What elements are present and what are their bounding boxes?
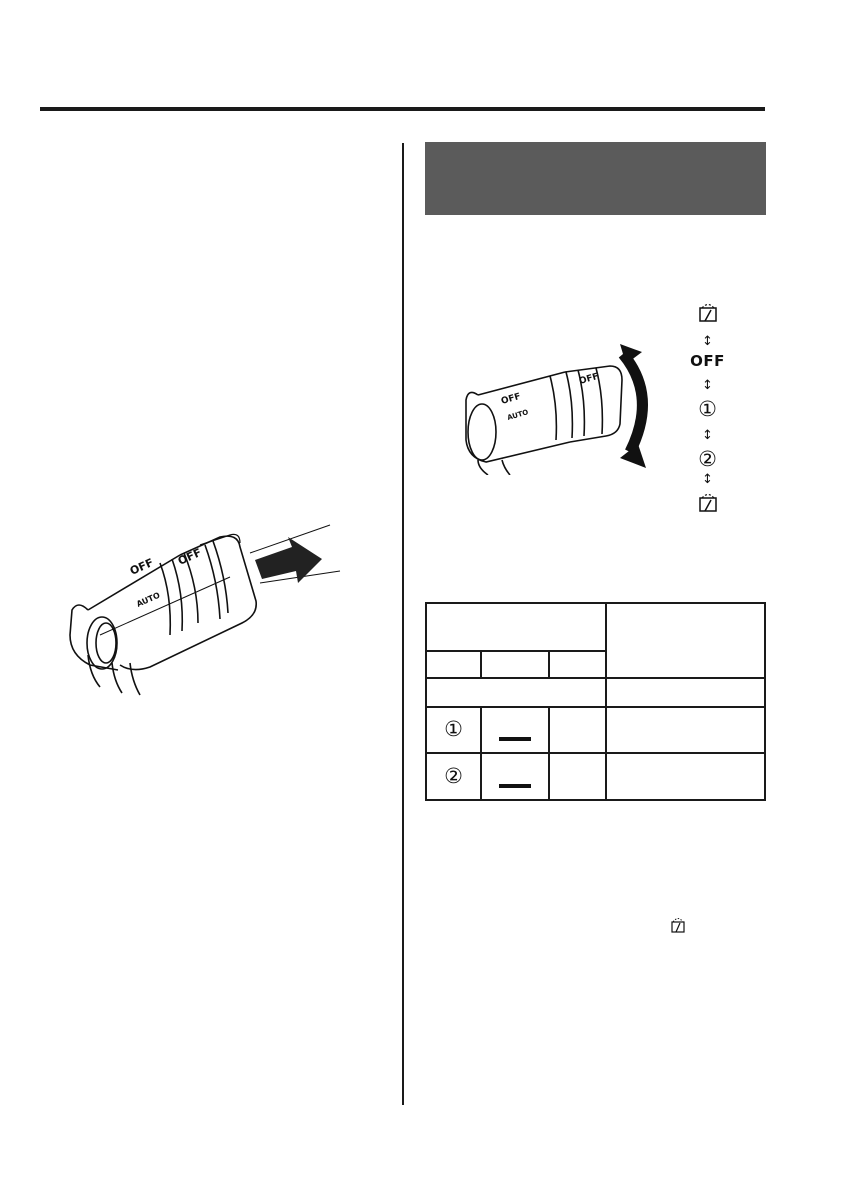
top-rule — [40, 107, 765, 111]
table-header-cell — [606, 603, 765, 678]
table-header-row — [426, 603, 765, 651]
table-cell — [426, 707, 481, 753]
mode-off: OFF — [690, 352, 725, 370]
table-cell — [606, 753, 765, 800]
sequence-arrow-4: ↕ — [702, 472, 713, 487]
sequence-arrow-1: ↕ — [702, 334, 713, 349]
mist-wipe-icon — [670, 301, 745, 326]
table-dash-mark — [499, 737, 531, 741]
table-header-cell — [426, 603, 606, 651]
rear-lever-label-off-front: OFF — [500, 391, 523, 407]
table-cell — [481, 707, 549, 753]
table-cell — [549, 707, 606, 753]
lever-label-off-front: OFF — [127, 555, 156, 578]
mode-position-2: ② — [698, 447, 717, 471]
wiper-lever-rotate-illustration — [460, 340, 675, 475]
table-cell — [481, 753, 549, 800]
table-position-label: ② — [444, 763, 463, 788]
wiper-mode-sequence — [670, 297, 745, 522]
sequence-arrow-3: ↕ — [702, 428, 713, 443]
mist-wipe-icon — [667, 914, 689, 936]
table-subheader-cell — [481, 651, 549, 678]
table-subheader-cell — [549, 651, 606, 678]
mode-position-1: ① — [698, 397, 717, 421]
table-position-label: ① — [444, 717, 463, 741]
lever-label-off-rear: OFF — [175, 545, 204, 568]
table-subheader-cell — [426, 651, 481, 678]
table-cell — [426, 753, 481, 800]
table-row — [426, 678, 765, 707]
wiper-lever-pull-illustration — [60, 515, 350, 700]
column-divider — [402, 143, 404, 1105]
table-cell — [549, 753, 606, 800]
table-row — [426, 753, 765, 800]
table-cell — [606, 707, 765, 753]
table-row — [426, 707, 765, 753]
table-dash-mark — [499, 784, 531, 788]
mist-wipe-icon — [670, 491, 745, 516]
sequence-arrow-2: ↕ — [702, 378, 713, 393]
rear-lever-label-auto: AUTO — [506, 408, 530, 422]
rear-lever-label-off-rear: OFF — [578, 371, 601, 387]
wiper-mode-table — [425, 602, 766, 801]
lever-label-auto: AUTO — [135, 590, 162, 609]
table-cell — [426, 678, 606, 707]
table-cell — [606, 678, 765, 707]
section-header-bar — [425, 142, 766, 215]
